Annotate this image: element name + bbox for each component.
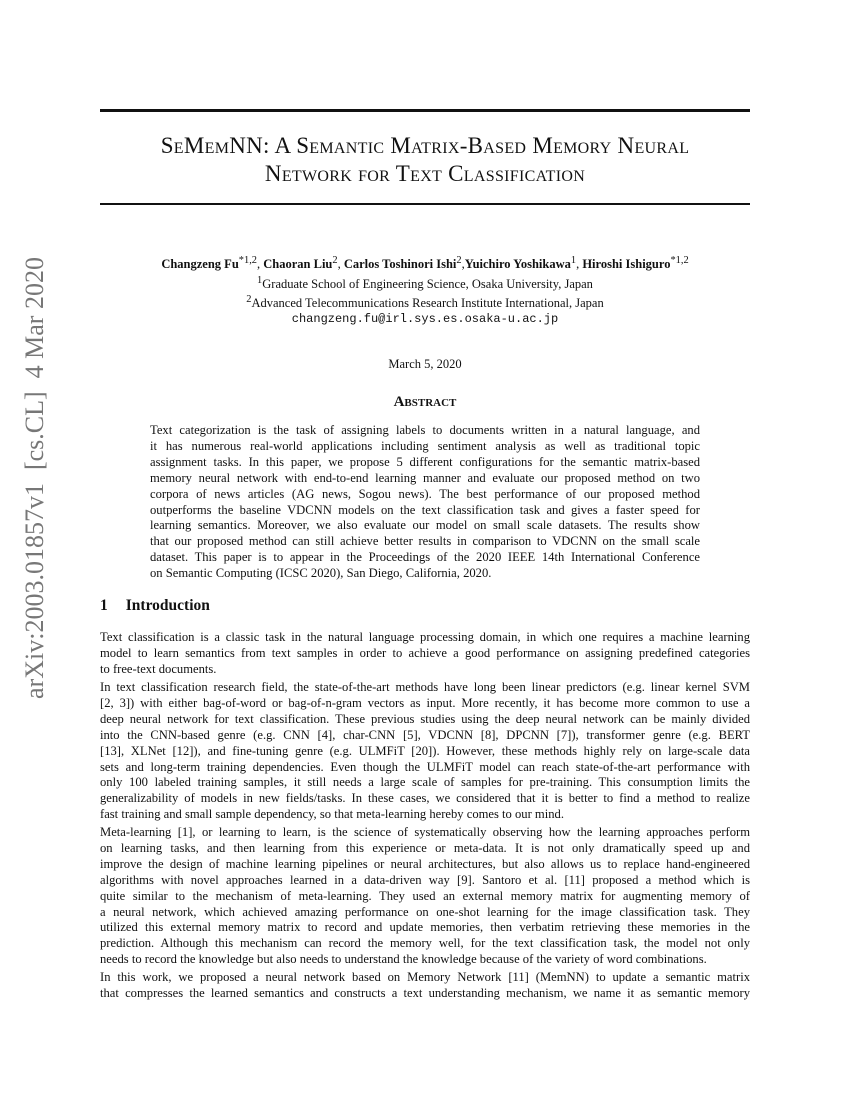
text-line: generalizability of models in new fields/tasks. In these cases, we considered that it is better to find a method to realize [100, 791, 750, 806]
text-line: to free-text documents. [100, 661, 217, 676]
bottom-rule [100, 203, 750, 205]
arxiv-stamp: arXiv:2003.01857v1 [cs.CL] 4 Mar 2020 [20, 257, 49, 699]
text-line: utilized this external memory matrix to record and update memories, then verbatim retrieving these memories in the [100, 920, 750, 935]
text-line: prediction. Although this mechanism can record the memory well, for the text classification task, the model not only [100, 936, 750, 951]
section-number: 1 [100, 597, 108, 614]
text-line: memory neural network with end-to-end learning manner and evaluate our proposed method on two [150, 470, 700, 485]
paragraph [100, 680, 750, 823]
affiliation-text: Graduate School of Engineering Science, Osaka University, Japan [262, 276, 593, 291]
author-block [100, 253, 750, 327]
text-line: on learning tasks, and then learning from this experience or meta-data. It is not only dramatically speed up and [100, 840, 750, 855]
text-line: outperforms the baseline VDCNN models on the text classification task and gives a faster speed for [150, 502, 700, 517]
author: Chaoran Liu [263, 257, 333, 272]
author: Carlos Toshinori Ishi [343, 257, 457, 272]
text-line: into the CNN-based genre (e.g. CNN [4], char-CNN [5], VDCNN [8], DPCNN [7]), transformer genre (e.g. BERT [100, 727, 750, 742]
text-line: assignment tasks. In this paper, we propose 5 different configurations for the semantic matrix-based [150, 454, 700, 469]
section-title: Introduction [125, 597, 210, 614]
top-rule [100, 109, 750, 112]
abstract-heading: Abstract [393, 394, 457, 410]
author: Changzeng Fu [161, 257, 239, 272]
paragraph [100, 970, 750, 1002]
author: Yuichiro Yoshikawa [464, 257, 571, 272]
affiliation-sup: 1 [257, 274, 263, 286]
text-line: model to learn semantics from text samples in order to achieve a good performance on assigning predefined categories [100, 645, 750, 660]
title-line: SeMemNN: A Semantic Matrix-Based Memory Neural [160, 133, 690, 158]
text-line: fast training and small sample dependency, so that meta-learning hereby comes to our mind. [100, 807, 564, 822]
section-heading [100, 597, 228, 615]
affiliation-text: Advanced Telecommunications Research Institute International, Japan [251, 296, 604, 311]
title-line: Network for Text Classification [264, 161, 586, 186]
text-line: that our proposed method can still achieve better results in comparison to VDCNN on the small scale [150, 534, 700, 549]
text-line: dataset. This paper is to appear in the Proceedings of the 2020 IEEE 14th International Conference [150, 550, 700, 565]
date: March 5, 2020 [388, 357, 462, 371]
text-line: Text categorization is the task of assigning labels to documents written in a natural language, and [150, 423, 700, 437]
text-line: a neural network, which achieved amazing performance on one-shot learning for the image classification task. They [100, 904, 750, 919]
author-list: Changzeng Fu$^{*1,2}$, Chaoran Liu$^2$, Carlos Toshinori Ishi$^2$,Yuichiro Yoshikawa$^1$, Hiroshi Ishiguro$^{*1,2}$ [161, 255, 689, 272]
author-sup: *1,2 [670, 255, 689, 266]
text-line: only 100 labeled training samples, it still needs a large scale of samples for pre-training. This consumption limits the [100, 775, 750, 790]
text-line: on Semantic Computing (ICSC 2020), San Diego, California, 2020. [150, 566, 492, 581]
affiliation [100, 273, 750, 293]
text-line: sets and long-term training dependencies. Even though the ULMFiT model can reach state-of-the-art performance with [100, 759, 750, 774]
author-sup: *1,2 [238, 255, 257, 266]
text-line: [13], XLNet [12]), and fine-tuning genre (e.g. ULMFiT [20]). However, these methods highly rely on large-scale data [100, 743, 750, 758]
text-line: In text classification research field, the state-of-the-art methods have long been linear predictors (e.g. linear kernel SVM [100, 680, 750, 694]
author-sup: 2 [332, 255, 338, 266]
text-line: that compresses the learned semantics and constructs a text understanding mechanism, we name it as semantic memory [100, 985, 750, 1000]
paragraph [100, 825, 750, 968]
author: Hiroshi Ishiguro [582, 257, 671, 272]
text-line: deep neural network for text classification. These previous studies using the deep neural network can be mainly divided [100, 711, 750, 726]
text-line: improve the design of machine learning pipelines or neural architectures, but also allows us to replace hand-engineered [100, 856, 750, 871]
text-line: algorithms with novel approaches learned in a data-driven way [9]. Santoro et al. [11] proposed a method which is [100, 872, 750, 887]
text-line: quite similar to the mechanism of meta-learning. They used an external memory matrix for augmenting memory of [100, 888, 750, 903]
email: changzeng.fu@irl.sys.es.osaka-u.ac.jp [291, 311, 559, 326]
affiliation [100, 292, 750, 312]
text-line: needs to record the knowledge but also needs to understand the knowledge because of the variety of word combinations. [100, 952, 707, 967]
paragraph [100, 630, 750, 678]
text-line: learning semantics. Moreover, we also evaluate our model on small scale datasets. The results show [150, 518, 700, 533]
paper-title [100, 132, 750, 188]
text-line: [2, 3]) with either bag-of-word or bag-of-n-gram vectors as input. More recently, it has become more common to use a [100, 695, 750, 710]
text-line: Text classification is a classic task in the natural language processing domain, in which one requires a machine learning [100, 630, 750, 644]
author-sup: 1 [570, 255, 577, 266]
text-line: corpora of news articles (AG news, Sogou news). The best performance of our proposed method [150, 486, 700, 501]
text-line: Meta-learning [1], or learning to learn, is the science of systematically observing how the learning approaches perform [100, 825, 750, 839]
abstract-text [150, 423, 700, 582]
author-sup: 2 [456, 255, 462, 266]
text-line: In this work, we proposed a neural network based on Memory Network [11] (MemNN) to update a semantic matrix [100, 970, 750, 984]
text-line: it has numerous real-world applications including sentiment analysis as well as traditional topic [150, 438, 700, 453]
affiliation-sup: 2 [246, 294, 252, 306]
